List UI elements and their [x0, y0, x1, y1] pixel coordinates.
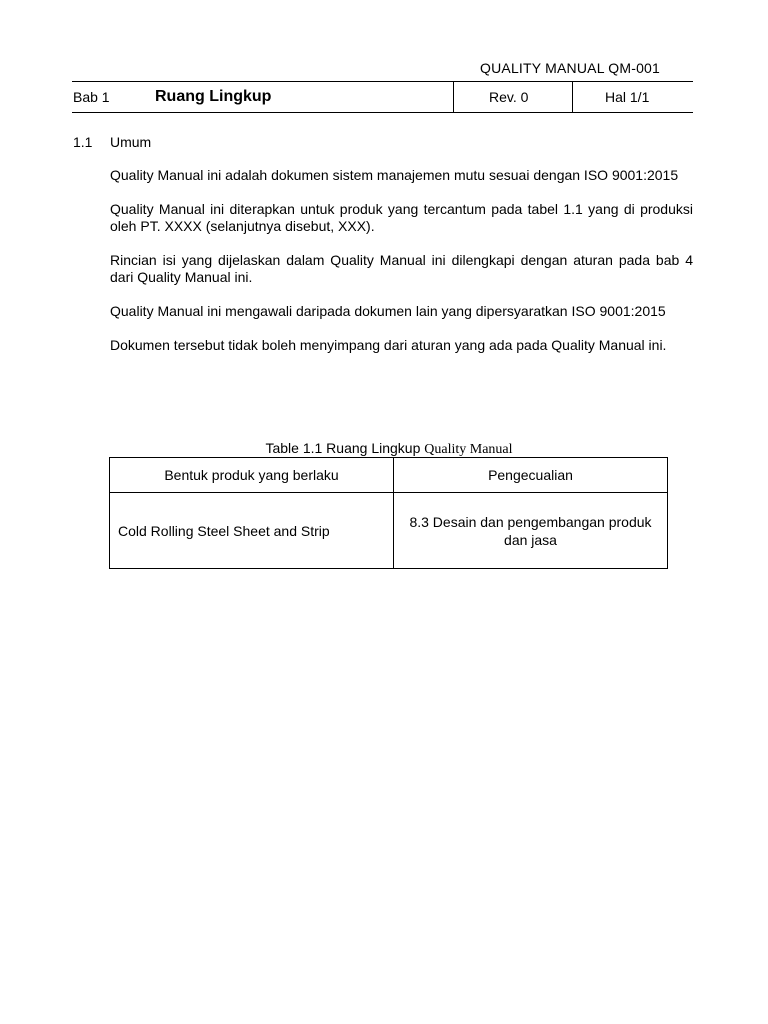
paragraph: Rincian isi yang dijelaskan dalam Quality Manual ini dilengkapi dengan aturan pada bab 4 dari Quality Manual ini. — [110, 252, 693, 285]
paragraph: Quality Manual ini diterapkan untuk produk yang tercantum pada tabel 1.1 yang di produksi oleh PT. XXXX (selanjutnya disebut, XXX). — [110, 201, 693, 234]
chapter-label: Bab 1 — [73, 89, 110, 105]
table-row — [110, 493, 668, 569]
table-caption — [110, 440, 668, 458]
section-heading — [73, 134, 151, 150]
section-body — [110, 167, 693, 371]
table-cell: Cold Rolling Steel Sheet and Strip — [110, 493, 394, 569]
section-title: Umum — [110, 134, 152, 150]
page-number: Hal 1/1 — [605, 89, 650, 105]
revision-label: Rev. 0 — [489, 89, 529, 105]
table-header-cell: Pengecualian — [394, 458, 668, 493]
header-divider — [572, 82, 573, 112]
table-header-row — [110, 458, 668, 493]
header-divider — [453, 82, 454, 112]
document-code: QUALITY MANUAL QM-001 — [480, 60, 661, 76]
paragraph: Quality Manual ini adalah dokumen sistem manajemen mutu sesuai dengan ISO 9001:2015 — [110, 167, 679, 183]
paragraph: Quality Manual ini mengawali daripada dokumen lain yang dipersyaratkan ISO 9001:2015 — [110, 303, 666, 319]
table-caption-suffix: Quality Manual — [424, 442, 513, 457]
chapter-title: Ruang Lingkup — [155, 88, 272, 105]
table-caption-prefix: Table 1.1 Ruang Lingkup — [265, 440, 425, 456]
table-header-cell: Bentuk produk yang berlaku — [110, 458, 394, 493]
paragraph: Dokumen tersebut tidak boleh menyimpang dari aturan yang ada pada Quality Manual ini. — [110, 337, 667, 353]
section-number: 1.1 — [73, 134, 93, 150]
table-cell: 8.3 Desain dan pengembangan produk dan jasa — [394, 493, 668, 569]
scope-table — [109, 457, 668, 569]
chapter-header — [72, 81, 693, 113]
